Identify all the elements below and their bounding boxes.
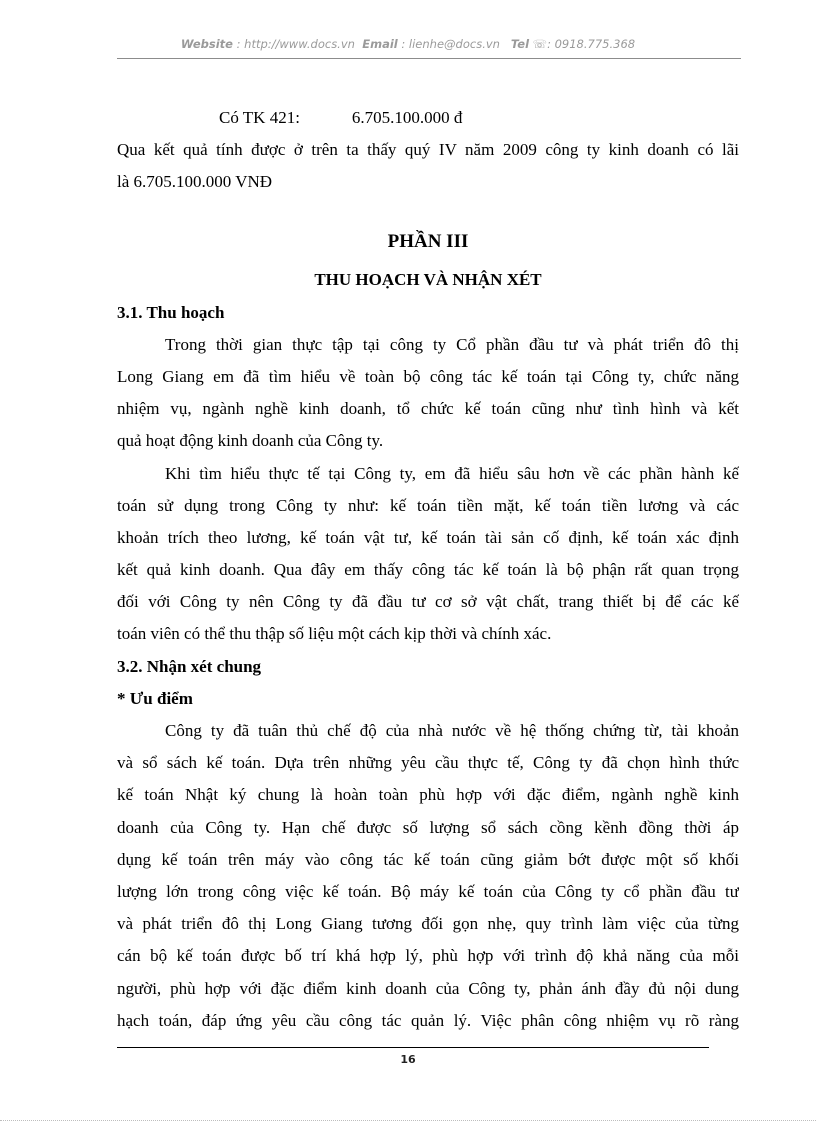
text-line: toán sử dụng trong Công ty như: kế toán tiền mặt, kế toán tiền lương và các	[117, 495, 739, 515]
paragraph-uu-diem	[117, 715, 739, 1037]
entry-amount: 6.705.100.000 đ	[351, 108, 463, 127]
result-paragraph	[117, 134, 739, 198]
text-line: hạch toán, đáp ứng yêu cầu công tác quản lý. Việc phân công nhiệm vụ rõ ràng	[117, 1010, 739, 1030]
part-title: PHẦN III	[387, 230, 469, 252]
text-line: là 6.705.100.000 VNĐ	[117, 172, 273, 192]
text-line: kết quả kinh doanh. Qua đây em thấy công tác kế toán là bộ phận rất quan trọng	[117, 560, 739, 580]
text-line: Long Giang em đã tìm hiểu về toàn bộ công tác kế toán tại Công ty, chức năng	[117, 366, 739, 386]
text-line: quả hoạt động kinh doanh của Công ty.	[117, 431, 384, 451]
text-line: kế toán Nhật ký chung là hoàn toàn phù hợp với đặc điểm, ngành nghề kinh	[117, 785, 739, 805]
page-number: 16	[400, 1053, 416, 1066]
part-subtitle: THU HOẠCH VÀ NHẬN XÉT	[314, 269, 542, 289]
page-bottom-border	[0, 1120, 816, 1121]
paragraph-thu-hoach-1	[117, 329, 739, 458]
journal-entry	[117, 102, 739, 134]
document-body	[117, 102, 739, 1037]
email-label: Email	[362, 37, 398, 51]
paragraph-thu-hoach-2	[117, 458, 739, 651]
header-divider	[117, 58, 741, 59]
text-line: đối với Công ty nên Công ty đã đầu tư cơ sở vật chất, trang thiết bị để các kế	[117, 592, 739, 612]
text-line: cán bộ kế toán được bố trí khá hợp lý, phù hợp với trình độ khả năng của mỗi	[117, 946, 739, 966]
text-line: khoản trích theo lương, kế toán vật tư, kế toán tài sản cố định, kế toán xác định	[117, 527, 739, 547]
text-line: dụng kế toán trên máy vào công tác kế toán cũng giảm bớt được một số khối	[117, 849, 739, 869]
footer-divider	[117, 1047, 709, 1048]
text-line: doanh của Công ty. Hạn chế được số lượng sổ sách cồng kềnh đồng thời áp	[117, 817, 739, 837]
entry-account: Có TK 421:	[219, 108, 300, 127]
text-line: Công ty đã tuân thủ chế độ của nhà nước về hệ thống chứng từ, tài khoản	[165, 721, 739, 740]
section-heading-3-1: 3.1. Thu hoạch	[117, 302, 225, 322]
phone-icon: ☏	[532, 37, 548, 51]
text-line: Trong thời gian thực tập tại công ty Cổ phần đầu tư và phát triển đô thị	[165, 334, 739, 354]
text-line: Qua kết quả tính được ở trên ta thấy quý IV năm 2009 công ty kinh doanh có lãi	[117, 140, 739, 160]
tel-value: : 0918.775.368	[547, 37, 636, 51]
text-line: toán viên có thể thu thập số liệu một cách kịp thời và chính xác.	[117, 624, 552, 644]
subheading-uu-diem: * Ưu điểm	[117, 688, 193, 708]
text-line: lượng lớn trong công việc kế toán. Bộ máy kế toán của Công ty cổ phần đầu tư	[117, 881, 739, 901]
text-line: nhiệm vụ, ngành nghề kinh doanh, tổ chức kế toán cũng như tình hình và kết	[117, 399, 739, 419]
text-line: Khi tìm hiểu thực tế tại Công ty, em đã hiểu sâu hơn về các phần hành kế	[165, 463, 739, 483]
website-value: : http://www.docs.vn	[236, 37, 355, 51]
text-line: người, phù hợp với đặc điểm kinh doanh của Công ty, phản ánh đầy đủ nội dung	[117, 978, 739, 998]
email-value: : lienhe@docs.vn	[401, 37, 500, 51]
website-label: Website	[180, 37, 233, 51]
tel-label: Tel	[510, 37, 530, 51]
text-line: và phát triển đô thị Long Giang tương đối gọn nhẹ, quy trình làm việc của từng	[117, 914, 739, 934]
section-heading-3-2: 3.2. Nhận xét chung	[117, 656, 262, 676]
text-line: và sổ sách kế toán. Dựa trên những yêu cầu thực tế, Công ty đã chọn hình thức	[117, 753, 739, 773]
page-header	[0, 37, 816, 51]
